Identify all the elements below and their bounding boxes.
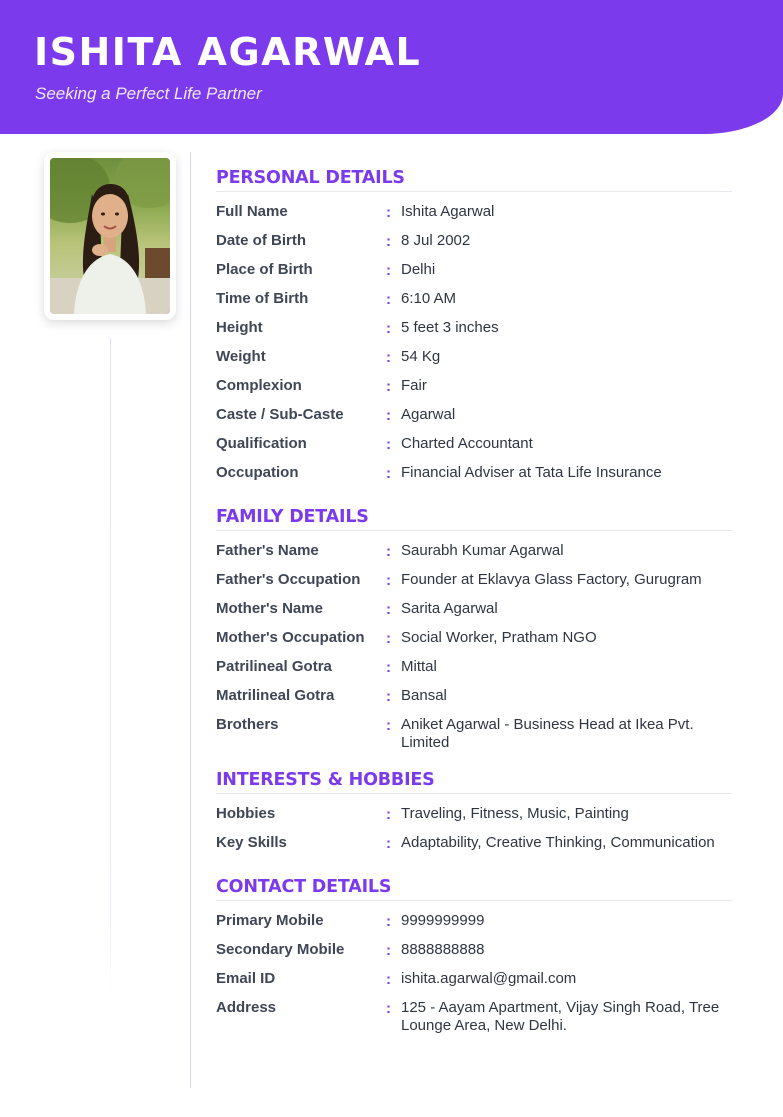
detail-value: 6:10 AM (401, 290, 457, 307)
detail-row (216, 542, 732, 571)
detail-row (216, 377, 732, 406)
detail-label: Date of Birth (216, 232, 306, 249)
detail-value: Social Worker, Pratham NGO (401, 629, 597, 646)
separator: : (386, 630, 391, 647)
detail-row (216, 970, 732, 999)
detail-row (216, 834, 732, 863)
detail-row (216, 261, 732, 290)
detail-row (216, 912, 732, 941)
separator: : (386, 835, 391, 852)
detail-value: 8 Jul 2002 (401, 232, 471, 249)
detail-label: Key Skills (216, 834, 287, 851)
detail-value: Aniket Agarwal - Business Head at Ikea Pvt. Limited (401, 716, 694, 751)
interests-hobbies-section (216, 770, 732, 863)
personal-details-section (216, 168, 732, 493)
detail-value: Bansal (401, 687, 447, 704)
detail-label: Time of Birth (216, 290, 309, 307)
separator: : (386, 659, 391, 676)
detail-label: Full Name (216, 203, 288, 220)
detail-row (216, 999, 732, 1039)
section-title: FAMILY DETAILS (216, 507, 732, 531)
detail-row (216, 464, 732, 493)
separator: : (386, 942, 391, 959)
detail-row (216, 290, 732, 319)
section-title: PERSONAL DETAILS (216, 168, 732, 192)
detail-label: Email ID (216, 970, 276, 987)
separator: : (386, 465, 391, 482)
detail-value: Sarita Agarwal (401, 600, 498, 617)
detail-value: Ishita Agarwal (401, 203, 495, 220)
detail-row (216, 348, 732, 377)
separator: : (386, 291, 391, 308)
profile-photo (50, 158, 170, 314)
detail-value: 125 - Aayam Apartment, Vijay Singh Road, Tree Lounge Area, New Delhi. (401, 999, 720, 1034)
detail-label: Brothers (216, 716, 279, 733)
detail-label: Occupation (216, 464, 299, 481)
email-value[interactable]: ishita.agarwal@gmail.com (401, 970, 577, 987)
contact-details-section (216, 877, 732, 1039)
detail-label: Place of Birth (216, 261, 313, 278)
separator: : (386, 913, 391, 930)
separator: : (386, 971, 391, 988)
detail-label: Address (216, 999, 277, 1016)
detail-row (216, 658, 732, 687)
profile-tagline: Seeking a Perfect Life Partner (35, 84, 262, 103)
detail-row (216, 406, 732, 435)
detail-row (216, 941, 732, 970)
separator: : (386, 436, 391, 453)
profile-photo-frame (44, 152, 176, 320)
detail-label: Mother's Occupation (216, 629, 365, 646)
detail-label: Patrilineal Gotra (216, 658, 332, 675)
header-banner (0, 0, 783, 134)
detail-label: Weight (216, 348, 266, 365)
detail-label: Matrilineal Gotra (216, 687, 335, 704)
detail-label: Hobbies (216, 805, 276, 822)
detail-label: Father's Name (216, 542, 319, 559)
separator: : (386, 572, 391, 589)
separator: : (386, 407, 391, 424)
detail-value: Founder at Eklavya Glass Factory, Gurugram (401, 571, 702, 588)
detail-value: Fair (401, 377, 427, 394)
separator: : (386, 204, 391, 221)
detail-value: 54 Kg (401, 348, 441, 365)
separator: : (386, 543, 391, 560)
detail-label: Caste / Sub-Caste (216, 406, 344, 423)
detail-row (216, 805, 732, 834)
detail-row (216, 232, 732, 261)
profile-details (216, 168, 732, 1053)
detail-value: Traveling, Fitness, Music, Painting (401, 805, 629, 822)
separator: : (386, 233, 391, 250)
family-details-section (216, 507, 732, 756)
detail-label: Primary Mobile (216, 912, 324, 929)
detail-value: 5 feet 3 inches (401, 319, 499, 336)
decorative-line-right (190, 152, 191, 1088)
detail-row (216, 600, 732, 629)
detail-row (216, 716, 732, 756)
detail-value: 8888888888 (401, 941, 485, 958)
detail-value: Mittal (401, 658, 437, 675)
portrait-illustration (50, 158, 170, 314)
detail-label: Height (216, 319, 263, 336)
detail-row (216, 687, 732, 716)
separator: : (386, 262, 391, 279)
detail-label: Secondary Mobile (216, 941, 345, 958)
detail-value: 9999999999 (401, 912, 485, 929)
separator: : (386, 717, 391, 734)
detail-value: Agarwal (401, 406, 456, 423)
separator: : (386, 378, 391, 395)
separator: : (386, 320, 391, 337)
detail-value: Saurabh Kumar Agarwal (401, 542, 564, 559)
detail-value: Charted Accountant (401, 435, 533, 452)
decorative-line-left (110, 338, 111, 998)
section-title: INTERESTS & HOBBIES (216, 770, 732, 794)
detail-row (216, 435, 732, 464)
detail-value: Financial Adviser at Tata Life Insurance (401, 464, 662, 481)
detail-label: Qualification (216, 435, 307, 452)
detail-row (216, 629, 732, 658)
separator: : (386, 601, 391, 618)
detail-label: Father's Occupation (216, 571, 361, 588)
separator: : (386, 349, 391, 366)
section-title: CONTACT DETAILS (216, 877, 732, 901)
detail-row (216, 203, 732, 232)
detail-row (216, 571, 732, 600)
detail-row (216, 319, 732, 348)
detail-value: Adaptability, Creative Thinking, Communication (401, 834, 715, 851)
separator: : (386, 1000, 391, 1017)
profile-name: ISHITA AGARWAL (34, 30, 422, 74)
detail-label: Mother's Name (216, 600, 323, 617)
separator: : (386, 806, 391, 823)
detail-value: Delhi (401, 261, 436, 278)
separator: : (386, 688, 391, 705)
detail-label: Complexion (216, 377, 302, 394)
